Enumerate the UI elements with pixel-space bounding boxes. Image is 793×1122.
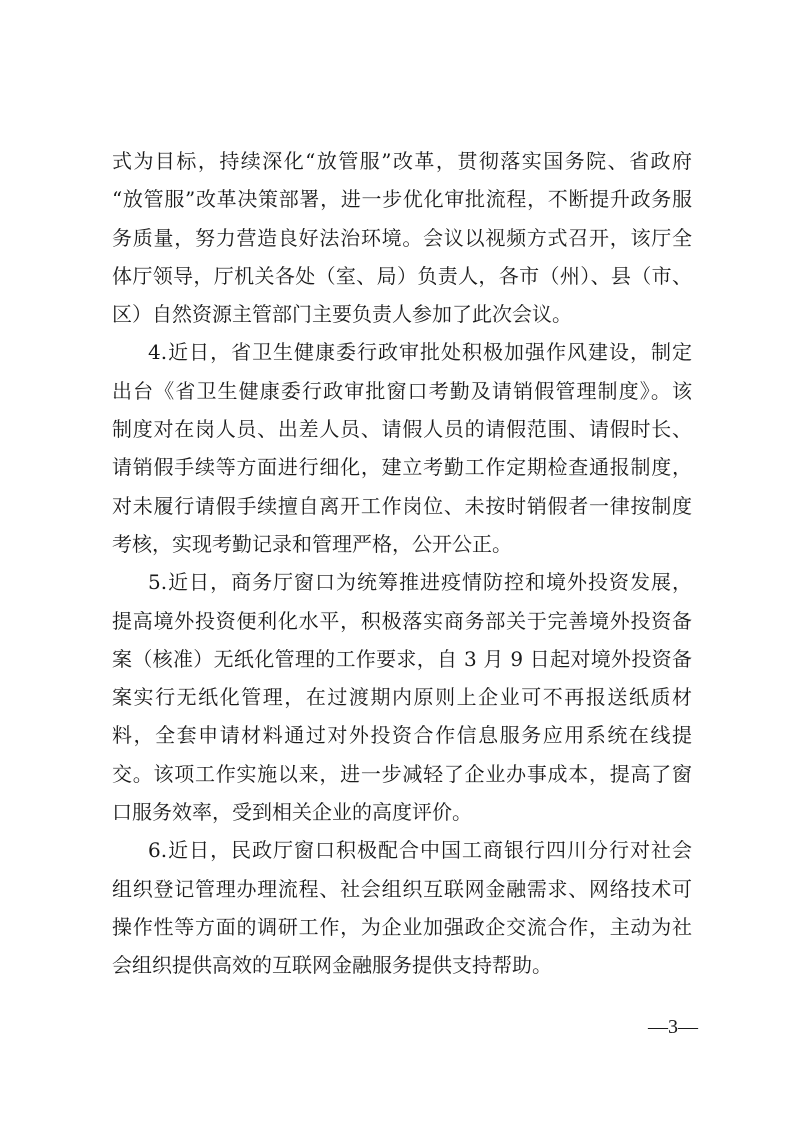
- paragraph-line: 请销假手续等方面进行细化，建立考勤工作定期检查通报制度，: [112, 455, 692, 480]
- paragraph-line: 对未履行请假手续擅自离开工作岗位、未按时销假者一律按制度: [112, 493, 692, 518]
- paragraph-line: 操作性等方面的调研工作，为企业加强政企交流合作，主动为社: [112, 914, 692, 939]
- paragraph-line: 区）自然资源主管部门主要负责人参加了此次会议。: [112, 302, 572, 327]
- page-number: —3—: [648, 1016, 698, 1038]
- paragraph-line: 交。该项工作实施以来，进一步减轻了企业办事成本，提高了窗: [112, 761, 692, 786]
- paragraph-line: 提高境外投资便利化水平，积极落实商务部关于完善境外投资备: [112, 608, 692, 633]
- paragraph-line: 5.近日，商务厅窗口为统筹推进疫情防控和境外投资发展，: [148, 570, 692, 595]
- paragraph-line: 会组织提供高效的互联网金融服务提供支持帮助。: [112, 953, 552, 978]
- paragraph-line: 务质量，努力营造良好法治环境。会议以视频方式召开，该厅全: [112, 225, 692, 250]
- document-body: [112, 142, 692, 985]
- paragraph-line: “放管服”改革决策部署，进一步优化审批流程，不断提升政务服: [112, 187, 692, 212]
- paragraph-line: 考核，实现考勤记录和管理严格，公开公正。: [112, 531, 512, 556]
- paragraph-line: 组织登记管理办理流程、社会组织互联网金融需求、网络技术可: [112, 876, 692, 901]
- paragraph-line: 体厅领导，厅机关各处（室、局）负责人，各市（州）、县（市、: [112, 263, 692, 288]
- paragraph-line: 口服务效率，受到相关企业的高度评价。: [112, 800, 472, 825]
- paragraph-line: 出台《省卫生健康委行政审批窗口考勤及请销假管理制度》。该: [112, 378, 692, 403]
- paragraph-line: 料，全套申请材料通过对外投资合作信息服务应用系统在线提: [112, 723, 692, 748]
- paragraph-line: 4.近日，省卫生健康委行政审批处积极加强作风建设，制定: [148, 340, 692, 365]
- paragraph-line: 6.近日，民政厅窗口积极配合中国工商银行四川分行对社会: [148, 838, 692, 863]
- paragraph-line: 案实行无纸化管理，在过渡期内原则上企业可不再报送纸质材: [112, 685, 692, 710]
- paragraph-line: 式为目标，持续深化“放管服”改革，贯彻落实国务院、省政府: [112, 149, 692, 173]
- paragraph-line: 案（核准）无纸化管理的工作要求，自 3 月 9 日起对境外投资备: [112, 646, 692, 671]
- paragraph-line: 制度对在岗人员、出差人员、请假人员的请假范围、请假时长、: [112, 417, 692, 442]
